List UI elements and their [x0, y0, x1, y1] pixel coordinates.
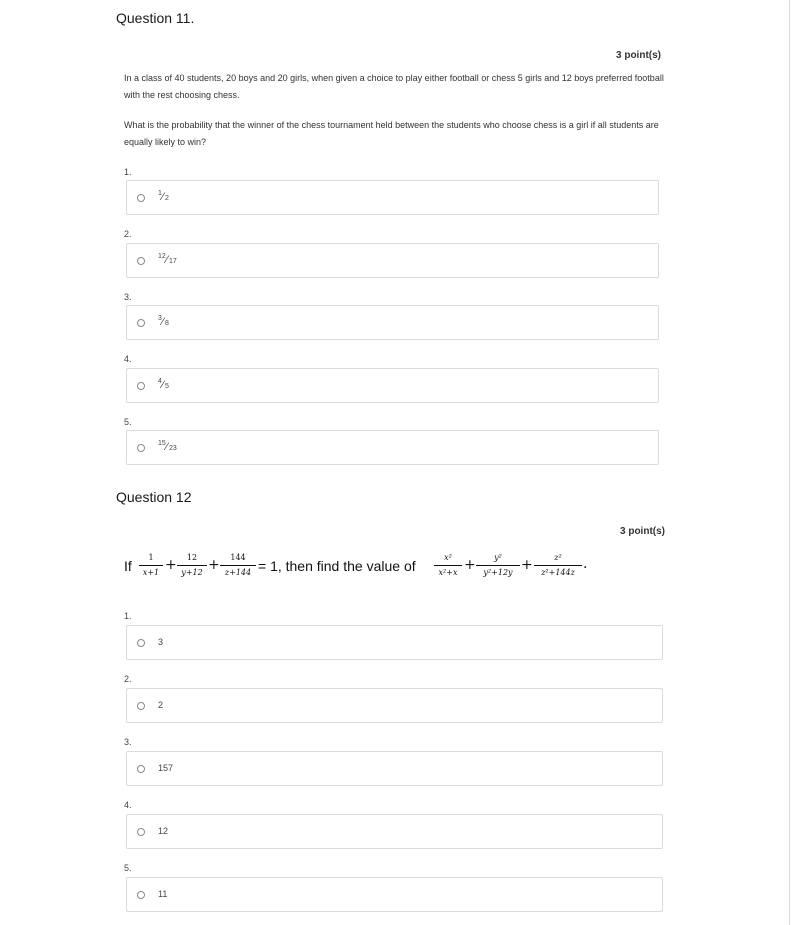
question-11-paragraph-2: What is the probability that the winner of the chess tournament held between the students who choose chess is a girl if all students are equally likely to win? [124, 120, 659, 147]
question-12-title: Question 12 [116, 489, 192, 505]
option-label: 12 [158, 826, 169, 836]
q12-option-2-number: 2. [124, 674, 132, 684]
option-label: 157 [158, 763, 174, 773]
question-12-points: 3 point(s) [620, 526, 665, 537]
radio-button[interactable] [137, 828, 145, 836]
q11-option-2-number: 2. [124, 229, 132, 239]
q12-option-3[interactable] [126, 751, 663, 786]
radio-button[interactable] [137, 891, 145, 899]
question-12-equation: If 1 x+1 + 12 y+12 + 144 z+144 = 1, then find the value of x² x²+x + y² y²+12y + z² z²+144z . [124, 553, 588, 577]
q12-option-3-number: 3. [124, 737, 132, 747]
question-11-paragraph-1: In a class of 40 students, 20 boys and 20 girls, when given a choice to play either football or chess 5 girls and 12 boys preferred football with the rest choosing chess. [124, 73, 664, 100]
option-label: 11 [158, 889, 168, 899]
q11-option-4[interactable] [126, 368, 659, 403]
q11-option-4-number: 4. [124, 354, 132, 364]
q11-option-3[interactable] [126, 305, 659, 340]
radio-button[interactable] [137, 194, 145, 202]
radio-button[interactable] [137, 382, 145, 390]
q11-option-3-number: 3. [124, 292, 132, 302]
question-11-points: 3 point(s) [616, 50, 661, 61]
q11-option-1[interactable] [126, 180, 659, 215]
option-fraction: 3 ⁄ 8 [158, 315, 169, 328]
q12-option-5[interactable] [126, 877, 663, 912]
q11-option-2[interactable] [126, 243, 659, 278]
option-fraction: 4 ⁄ 5 [158, 378, 169, 391]
q12-option-1-number: 1. [124, 611, 132, 621]
radio-button[interactable] [137, 444, 145, 452]
option-fraction: 15 ⁄ 23 [158, 440, 177, 453]
option-fraction: 1 ⁄ 2 [158, 190, 169, 203]
option-fraction: 12 ⁄ 17 [158, 253, 177, 266]
radio-button[interactable] [137, 639, 145, 647]
q12-option-4[interactable] [126, 814, 663, 849]
option-label: 3 [158, 637, 164, 647]
question-11-title: Question 11. [116, 10, 195, 26]
option-label: 2 [158, 700, 164, 710]
radio-button[interactable] [137, 702, 145, 710]
q11-option-5-number: 5. [124, 417, 132, 427]
q11-option-1-number: 1. [124, 167, 132, 177]
radio-button[interactable] [137, 319, 145, 327]
q12-option-5-number: 5. [124, 863, 132, 873]
q11-option-5[interactable] [126, 430, 659, 465]
radio-button[interactable] [137, 765, 145, 773]
q12-option-1[interactable] [126, 625, 663, 660]
q12-option-2[interactable] [126, 688, 663, 723]
page-scrollbar-edge [789, 0, 790, 925]
q12-option-4-number: 4. [124, 800, 132, 810]
radio-button[interactable] [137, 257, 145, 265]
